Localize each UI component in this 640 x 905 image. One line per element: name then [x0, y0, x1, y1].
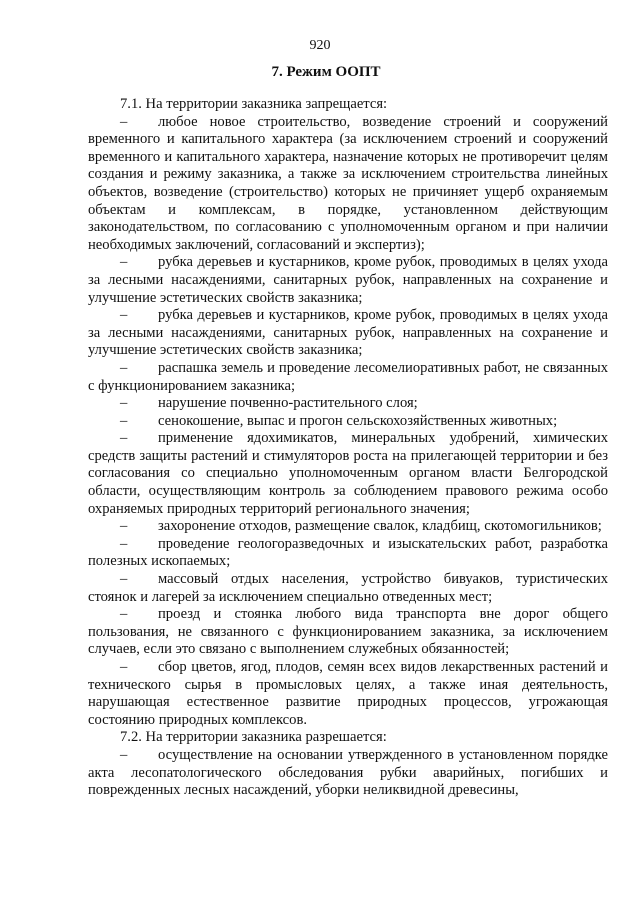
clause-intro: 7.1. На территории заказника запрещается:	[120, 96, 388, 112]
list-item	[88, 518, 608, 536]
clause-intro: 7.2. На территории заказника разрешается:	[120, 729, 387, 746]
list-item-text: нарушение почвенно-растительного слоя;	[158, 395, 418, 412]
section-title: 7. Режим ООПТ	[271, 64, 381, 80]
list-dash: –	[120, 571, 128, 588]
list-item	[88, 571, 608, 606]
list-dash: –	[120, 659, 128, 675]
document-body	[88, 96, 608, 800]
list-dash: –	[120, 359, 128, 376]
list-item	[88, 395, 608, 413]
list-item-text: распашка земель и проведение лесомелиоративных работ, не связанных с функционированием заказника;	[88, 359, 608, 394]
list-item	[88, 114, 608, 255]
list-item	[88, 747, 608, 800]
list-dash: –	[120, 254, 128, 271]
list-dash: –	[120, 746, 128, 763]
list-item-text: захоронение отходов, размещение свалок, кладбищ, скотомогильников;	[158, 518, 602, 535]
list-dash: –	[120, 395, 128, 412]
list-item	[88, 413, 608, 431]
list-item	[88, 254, 608, 307]
list-item-text: применение ядохимикатов, минеральных удобрений, химических средств защиты растений и стимуляторов роста на прилегающей территории и без согласования со специально уполномоченным органом власти Белгородской области, осуществляющим контроль за соблюдением правового режима особо охраняемых природных территорий регионального значения;	[88, 430, 608, 517]
list-item-text: массовый отдых населения, устройство бивуаков, туристических стоянок и лагерей за исключением специально отведенных мест;	[88, 571, 608, 605]
page-number: 920	[309, 38, 331, 53]
list-item-text: рубка деревьев и кустарников, кроме рубок, проводимых в целях ухода за лесными насаждениями, санитарных рубок, направленных на сохранение и улучшение эстетических свойств заказника;	[88, 254, 608, 306]
list-dash: –	[120, 430, 128, 447]
list-item-text: любое новое строительство, возведение строений и сооружений временного и капитального характера (за исключением строений и сооружений временного и капитального характера, назначение которых не противоречит целям создания и режиму заказника, а также за исключением строительства линейных объектов, возведение (строительство) которых не причиняет ущерб охраняемым объектам и комплексам, в порядке, установленном действующим законодательством, по согласованию с уполномоченным органом и при наличии необходимых заключений, согласований и экспертиз);	[88, 113, 608, 253]
list-dash: –	[120, 113, 128, 130]
list-item-text: проезд и стоянка любого вида транспорта вне дорог общего пользования, не связанного с функционированием заказника, за исключением случаев, если это связано с выполнением служебных обязанностей;	[88, 606, 608, 658]
list-item-text: рубка деревьев и кустарников, кроме рубок, проводимых в целях ухода за лесными насаждениями, санитарных рубок, направленных на сохранение и улучшение эстетических свойств заказника;	[88, 307, 608, 359]
list-dash: –	[120, 518, 128, 535]
list-dash: –	[120, 307, 128, 324]
list-item-text: осуществление на основании утвержденного в установленном порядке акта лесопатологического обследования рубки аварийных, погибших и поврежденных лесных насаждений, уборки неликвидной древесины,	[88, 746, 608, 799]
list-item	[88, 659, 608, 729]
list-item	[88, 536, 608, 571]
list-item-text: сенокошение, выпас и прогон сельскохозяйственных животных;	[158, 412, 558, 429]
list-item	[88, 430, 608, 518]
list-dash: –	[120, 606, 128, 623]
list-dash: –	[120, 535, 128, 552]
list-item	[88, 360, 608, 395]
list-dash: –	[120, 412, 128, 429]
list-item-text: сбор цветов, ягод, плодов, семян всех видов лекарственных растений и технического сырья в промысловых целях, а также иная деятельность, нарушающая естественное развитие природных процессов, угрожающая состоянию природных комплексов.	[88, 659, 608, 728]
list-item	[88, 307, 608, 360]
list-item	[88, 606, 608, 659]
list-item-text: проведение геологоразведочных и изыскательских работ, разработка полезных ископаемых;	[88, 535, 608, 570]
